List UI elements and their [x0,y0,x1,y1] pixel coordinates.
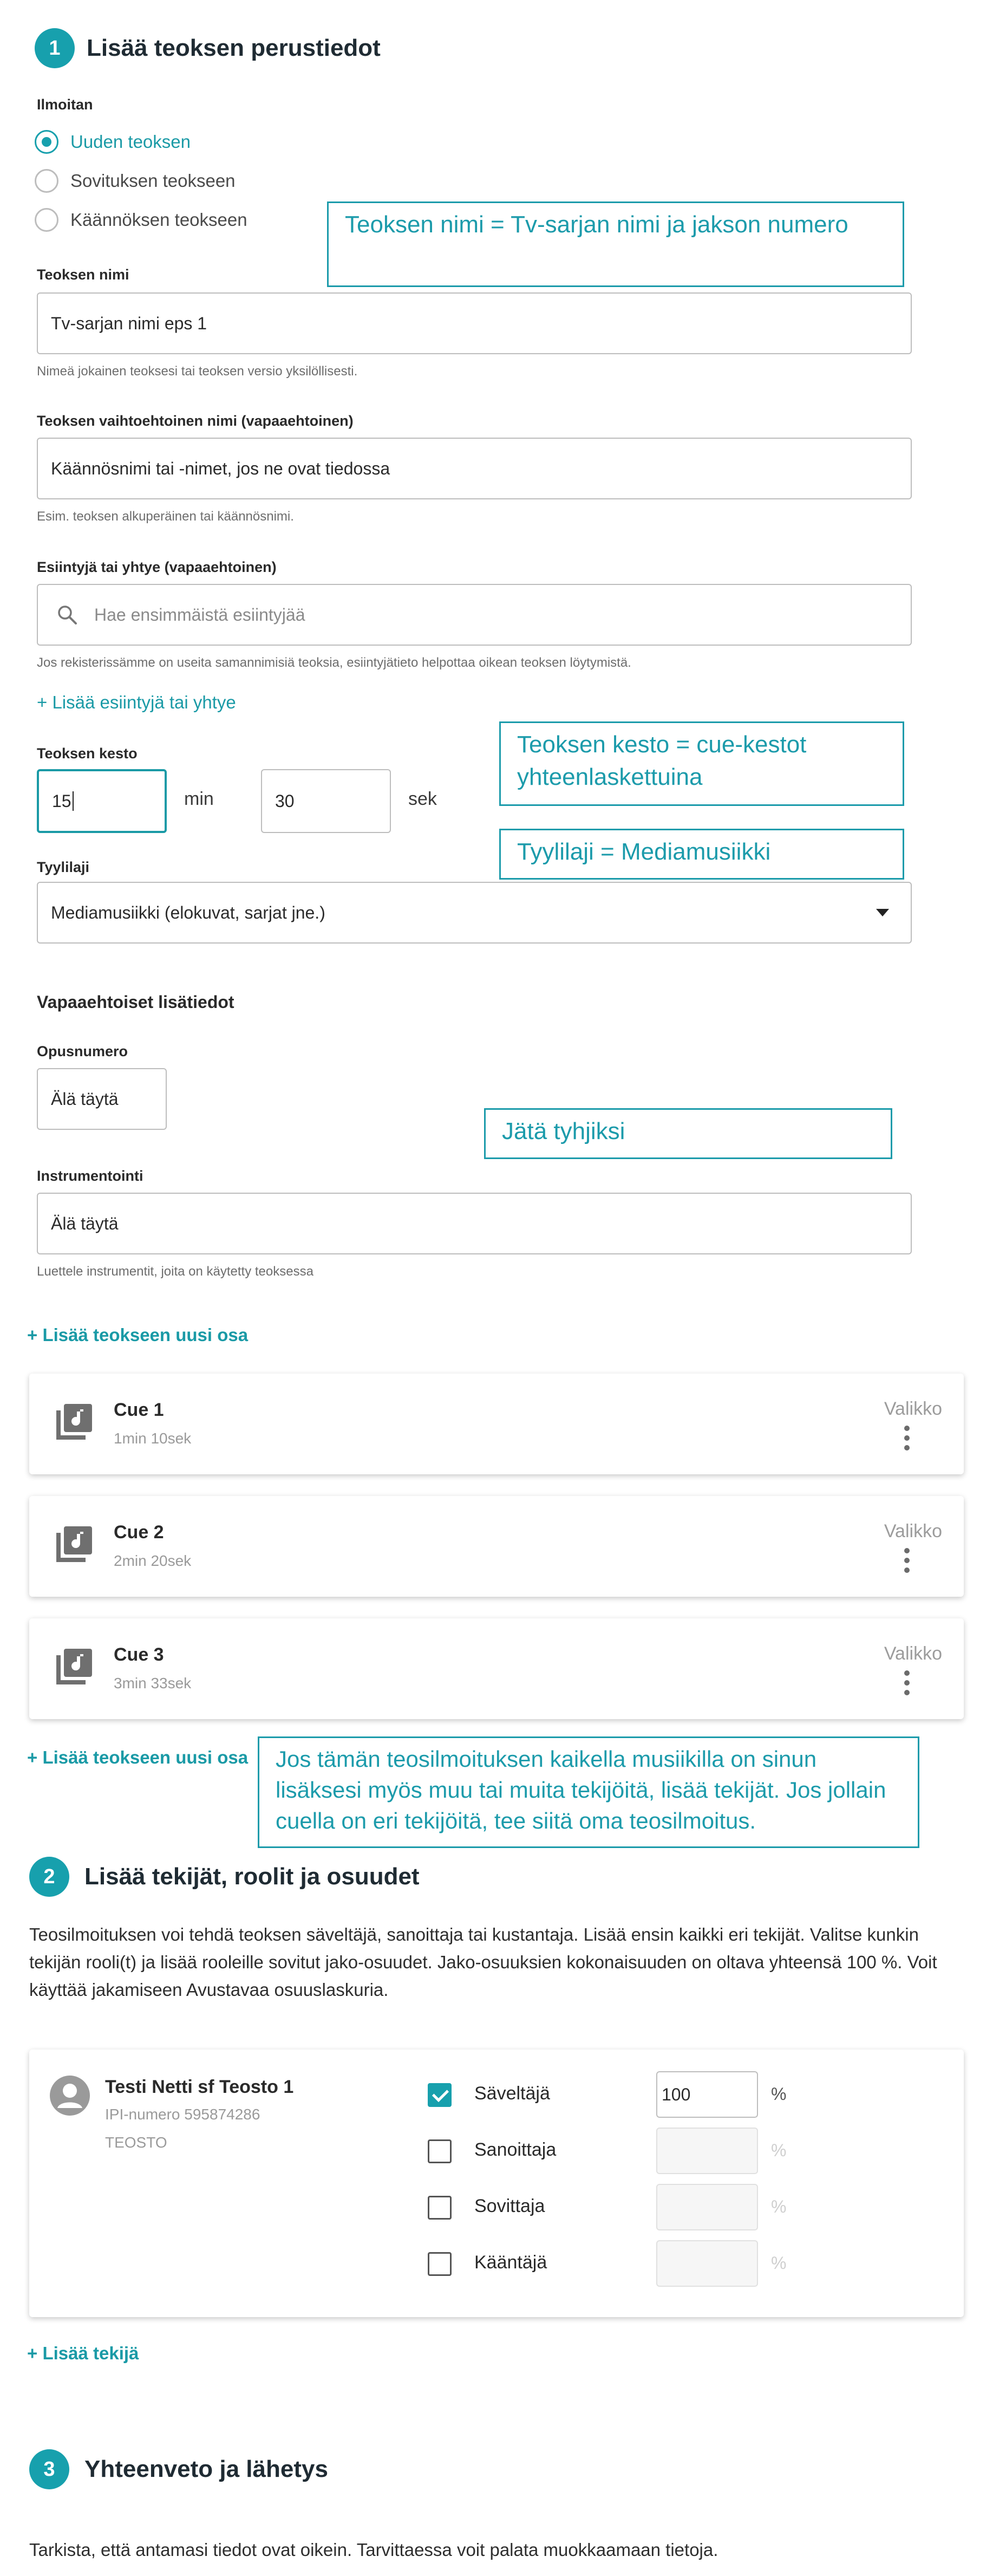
role-translator-pct: % [771,2253,787,2273]
duration-sec-unit: sek [408,789,437,809]
cue-duration: 3min 33sek [114,1675,192,1692]
notify-label: Ilmoitan [37,96,93,113]
alt-name-value: Käännösnimi tai -nimet, jos ne ovat tiedossa [51,458,390,478]
role-lyricist-pct: % [771,2141,787,2160]
alt-name-input[interactable] [37,438,912,499]
role-composer-share-input[interactable] [656,2071,758,2118]
add-author-link[interactable]: + Lisää tekijä [27,2343,139,2363]
step-1-title: Lisää teoksen perustiedot [87,35,381,61]
add-part-link-top[interactable]: + Lisää teokseen uusi osa [27,1325,249,1345]
work-name-value: Tv-sarjan nimi eps 1 [51,313,207,333]
music-library-icon [53,1645,94,1687]
radio-new-work-indicator[interactable] [35,130,58,154]
instrumentation-value: Älä täytä [51,1213,119,1233]
role-composer-label: Säveltäjä [474,2083,550,2104]
optional-heading: Vapaaehtoiset lisätiedot [37,992,234,1012]
callout-duration: Teoksen kesto = cue-kestot yhteenlaskettuina [499,721,904,806]
role-arranger-checkbox[interactable] [428,2196,452,2220]
more-vertical-icon[interactable] [903,1670,911,1701]
user-avatar-icon [50,2076,90,2116]
role-composer-checkbox[interactable] [428,2083,452,2107]
alt-name-label: Teoksen vaihtoehtoinen nimi (vapaaehtoinen) [37,413,354,429]
alt-name-helper: Esim. teoksen alkuperäinen tai käännösnimi. [37,509,294,524]
cue-card[interactable] [29,1618,964,1719]
cue-card[interactable] [29,1374,964,1474]
duration-min-unit: min [184,789,214,809]
callout-authors: Jos tämän teosilmoituksen kaikella musiikilla on sinun lisäksesi myös muu tai muita tekijöitä, lisää tekijät. Jos jollain cuella on eri tekijöitä, tee siitä oma teosilmoitus. [258,1736,919,1848]
cue-menu-label[interactable]: Valikko [884,1643,942,1664]
radio-translation-label: Käännöksen teokseen [70,210,247,230]
add-part-link-bottom[interactable]: + Lisää teokseen uusi osa [27,1747,249,1767]
cue-card[interactable] [29,1496,964,1597]
role-translator-label: Kääntäjä [474,2252,547,2273]
cue-duration: 1min 10sek [114,1430,192,1447]
step-1-number: 1 [35,28,75,68]
genre-label: Tyylilaji [37,859,90,875]
opus-value: Älä täytä [51,1089,119,1109]
step-2-title: Lisää tekijät, roolit ja osuudet [84,1863,420,1890]
work-name-label: Teoksen nimi [37,266,129,283]
step-3-title: Yhteenveto ja lähetys [84,2456,328,2482]
duration-minutes-input[interactable] [37,769,167,833]
music-library-icon [53,1523,94,1564]
genre-selected-value: Mediamusiikki (elokuvat, sarjat jne.) [51,902,325,922]
opus-label: Opusnumero [37,1043,128,1059]
performer-label: Esiintyjä tai yhtye (vapaaehtoinen) [37,559,277,575]
step-2-number: 2 [29,1857,69,1897]
radio-arrangement-indicator[interactable] [35,169,58,193]
text-cursor [73,791,74,811]
cue-menu-label[interactable]: Valikko [884,1521,942,1541]
role-lyricist-checkbox[interactable] [428,2139,452,2163]
performer-helper: Jos rekisterissämme on useita samannimisiä teoksia, esiintyjätieto helpottaa oikean teoksen löytymistä. [37,655,631,670]
role-arranger-pct: % [771,2197,787,2216]
author-name: Testi Netti sf Teosto 1 [105,2077,294,2097]
role-lyricist-label: Sanoittaja [474,2139,557,2160]
duration-label: Teoksen kesto [37,745,138,762]
music-library-icon [53,1401,94,1442]
performer-search-placeholder: Hae ensimmäistä esiintyjää [94,604,305,625]
role-arranger-share-input[interactable] [656,2184,758,2230]
step-2-description: Teosilmoituksen voi tehdä teoksen säveltäjä, sanoittaja tai kustantaja. Lisää ensin kaikki eri tekijät. Valitse kunkin tekijän rooli(t) ja lisää rooleille sovitut jako-osuudet. Jako-osuuksien kokonaisuuden on oltava yhteensä 100 %. Voit käyttää jakamiseen Avustavaa osuuslaskuria. [29,1924,937,2000]
instrumentation-helper: Luettele instrumentit, joita on käytetty teoksessa [37,1264,313,1279]
step-3-description: Tarkista, että antamasi tiedot ovat oikein. Tarvittaessa voit palata muokkaamaan tietoja. [29,2540,718,2560]
callout-leave-empty: Jätä tyhjiksi [484,1108,892,1159]
radio-arrangement[interactable] [35,169,236,193]
author-card [29,2050,964,2317]
role-translator-share-input[interactable] [656,2240,758,2287]
opus-input[interactable] [37,1068,167,1130]
radio-translation[interactable] [35,208,247,232]
role-composer-pct: % [771,2084,787,2104]
role-translator-checkbox[interactable] [428,2252,452,2276]
add-performer-link[interactable]: + Lisää esiintyjä tai yhtye [37,692,236,712]
role-composer-share-value: 100 [662,2084,691,2104]
duration-seconds-value: 30 [275,791,295,811]
more-vertical-icon[interactable] [903,1426,911,1456]
callout-work-name: Teoksen nimi = Tv-sarjan nimi ja jakson numero [327,201,904,287]
cue-title: Cue 1 [114,1400,164,1420]
more-vertical-icon[interactable] [903,1548,911,1578]
role-arranger-label: Sovittaja [474,2196,545,2216]
cue-menu-label[interactable]: Valikko [884,1398,942,1419]
radio-new-work-label: Uuden teoksen [70,132,191,152]
radio-translation-indicator[interactable] [35,208,58,232]
instrumentation-label: Instrumentointi [37,1168,143,1184]
radio-arrangement-label: Sovituksen teokseen [70,171,236,191]
radio-new-work[interactable] [35,130,191,154]
genre-select[interactable] [37,882,912,944]
caret-down-icon [876,909,889,916]
cue-title: Cue 3 [114,1644,164,1665]
performer-search-input[interactable] [37,584,912,646]
search-icon [56,604,78,626]
author-org: TEOSTO [105,2134,167,2151]
work-name-helper: Nimeä jokainen teoksesi tai teoksen versio yksilöllisesti. [37,364,358,379]
instrumentation-input[interactable] [37,1193,912,1254]
cue-duration: 2min 20sek [114,1552,192,1569]
duration-seconds-input[interactable] [261,769,391,833]
work-name-input[interactable] [37,292,912,354]
callout-genre: Tyylilaji = Mediamusiikki [499,829,904,880]
author-ipi: IPI-numero 595874286 [105,2106,260,2123]
step-3-number: 3 [29,2449,69,2489]
cue-title: Cue 2 [114,1522,164,1543]
role-lyricist-share-input[interactable] [656,2128,758,2174]
duration-minutes-value: 15 [52,791,71,811]
